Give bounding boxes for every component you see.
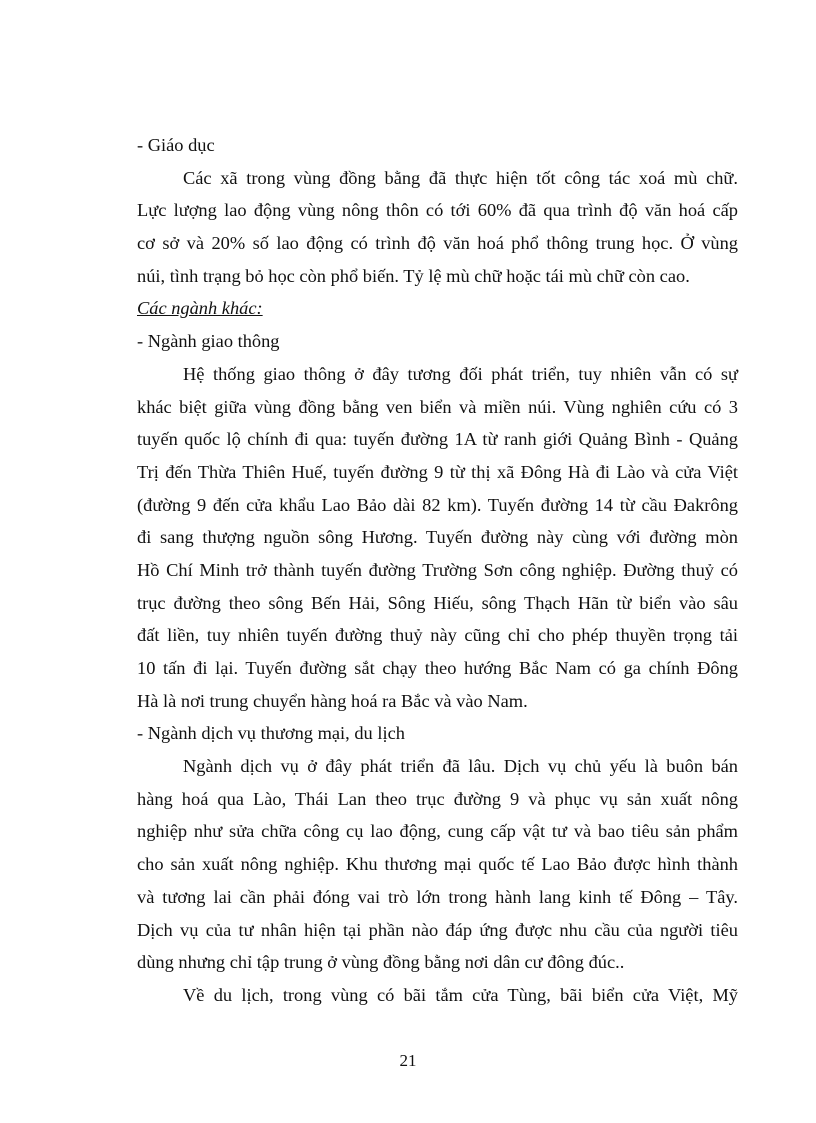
paragraph-line: Về du lịch, trong vùng có bãi tắm cửa Tùng, bãi biển cửa Việt, Mỹ [183, 984, 738, 1005]
paragraph-line: khác biệt giữa vùng đồng bằng ven biển và miền núi. Vùng nghiên cứu có 3 [137, 396, 738, 417]
paragraph-line: tuyến quốc lộ chính đi qua: tuyến đường 1A từ ranh giới Quảng Bình - Quảng [137, 429, 738, 450]
section-label-trade-tourism: - Ngành dịch vụ thương mại, du lịch [137, 723, 405, 744]
paragraph-line: Các xã trong vùng đồng bằng đã thực hiện tốt công tác xoá mù chữ. [183, 167, 738, 188]
paragraph-line: 10 tấn đi lại. Tuyến đường sắt chạy theo hướng Bắc Nam có ga chính Đông [137, 658, 738, 678]
paragraph-line: Hà là nơi trung chuyển hàng hoá ra Bắc và vào Nam. [137, 690, 528, 711]
paragraph-line: đất liền, tuy nhiên tuyến đường thuỷ này cũng chỉ cho phép thuyền trọng tải [137, 625, 738, 646]
paragraph-line: Trị đến Thừa Thiên Huế, tuyến đường 9 từ thị xã Đông Hà đi Lào và cửa Việt [137, 461, 738, 482]
paragraph-line: và tương lai cần phải đóng vai trò lớn trong hành lang kinh tế Đông – Tây. [137, 886, 738, 907]
paragraph-line: Ngành dịch vụ ở đây phát triển đã lâu. Dịch vụ chủ yếu là buôn bán [183, 756, 738, 777]
section-label-transport: - Ngành giao thông [137, 331, 280, 352]
paragraph-line: Hệ thống giao thông ở đây tương đối phát triển, tuy nhiên vẫn có sự [183, 363, 738, 384]
page-number: 21 [399, 1051, 417, 1070]
section-heading-other-sectors: Các ngành khác: [137, 298, 263, 319]
paragraph-line: đi sang thượng nguồn sông Hương. Tuyến đường này cùng với đường mòn [137, 527, 738, 548]
section-label-education: - Giáo dục [137, 135, 215, 155]
paragraph-line: nghiệp như sửa chữa công cụ lao động, cung cấp vật tư và bao tiêu sản phẩm [137, 821, 738, 842]
paragraph-line: trục đường theo sông Bến Hải, Sông Hiếu, sông Thạch Hãn từ biển vào sâu [137, 592, 738, 613]
paragraph-line: (đường 9 đến cửa khẩu Lao Bảo dài 82 km). Tuyến đường 14 từ cầu Đakrông [137, 494, 738, 515]
paragraph-line: cơ sở và 20% số lao động có trình độ văn hoá phổ thông trung học. Ở vùng [137, 233, 738, 254]
paragraph-line: dùng nhưng chỉ tập trung ở vùng đồng bằng nơi dân cư đông đúc.. [137, 952, 625, 973]
page-body [137, 129, 738, 1012]
paragraph-line: cho sản xuất nông nghiệp. Khu thương mại quốc tế Lao Bảo được hình thành [137, 854, 738, 875]
paragraph-line: hàng hoá qua Lào, Thái Lan theo trục đường 9 và phục vụ sản xuất nông [137, 788, 738, 809]
paragraph-line: Dịch vụ của tư nhân hiện tại phần nào đáp ứng được nhu cầu của người tiêu [137, 919, 738, 940]
paragraph-line: núi, tình trạng bỏ học còn phổ biến. Tỷ lệ mù chữ hoặc tái mù chữ còn cao. [137, 265, 690, 286]
paragraph-line: Hồ Chí Minh trở thành tuyến đường Trường Sơn công nghiệp. Đường thuỷ có [137, 559, 738, 580]
paragraph-line: Lực lượng lao động vùng nông thôn có tới 60% đã qua trình độ văn hoá cấp [137, 200, 738, 221]
